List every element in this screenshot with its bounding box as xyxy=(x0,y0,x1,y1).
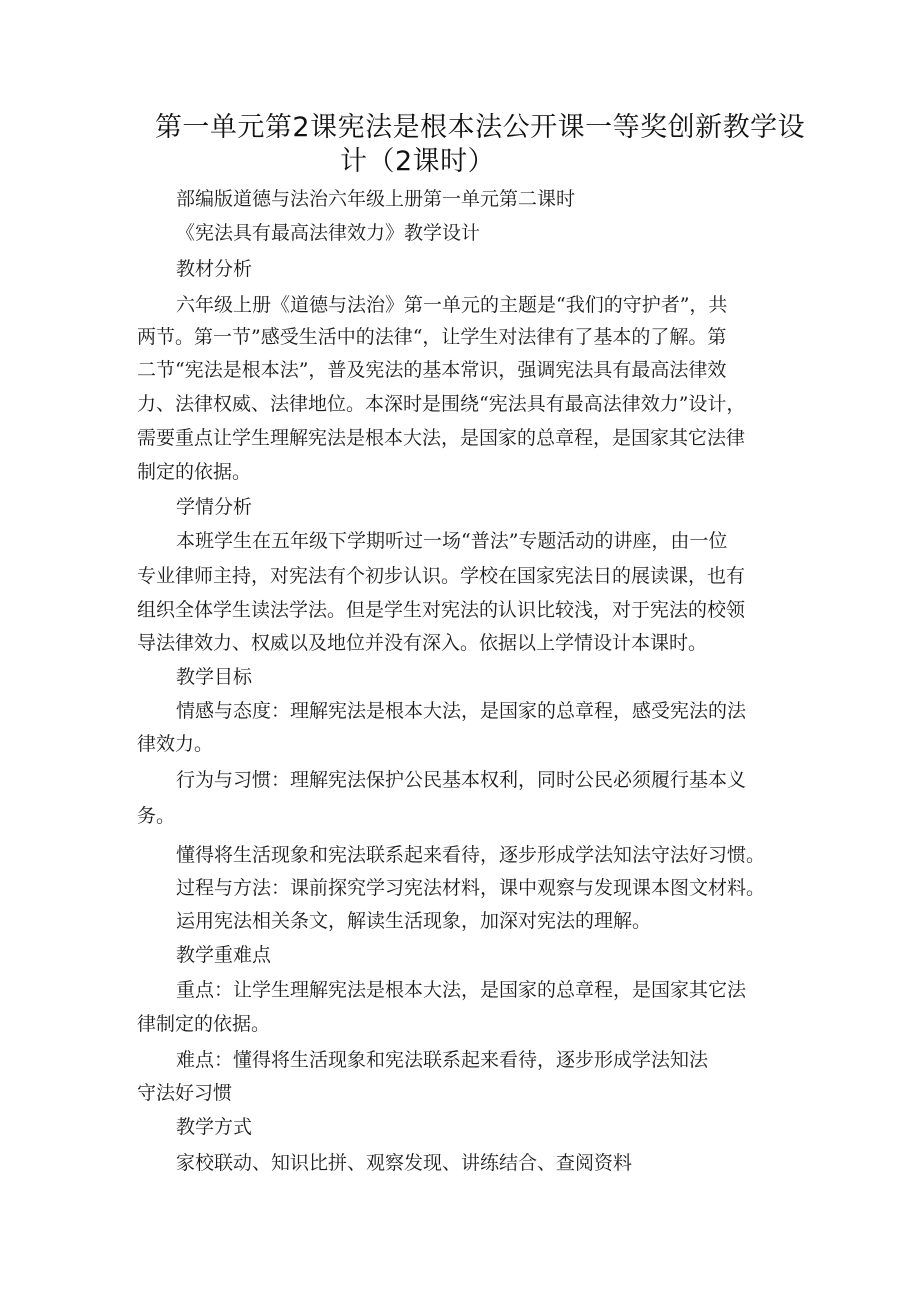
paragraph-line: 守法好习惯 xyxy=(137,1082,233,1104)
paragraph-line: 制定的依据。 xyxy=(137,461,252,483)
paragraph-line: 需要重点让学生理解宪法是根本大法，是国家的总章程，是国家其它法律 xyxy=(137,427,746,449)
paragraph-line: 务。 xyxy=(137,805,176,827)
paragraph-line: 行为与习惯：理解宪法保护公民基本权利，同时公民必须履行基本义 xyxy=(176,769,747,791)
paragraph-line: 重点：让学生理解宪法是根本大法，是国家的总章程，是国家其它法 xyxy=(176,979,747,1001)
paragraph-line: 专业律师主持，对宪法有个初步认识。学校在国家宪法日的展读课，也有 xyxy=(137,565,746,587)
paragraph-line: 律效力。 xyxy=(137,733,214,755)
subtitle: 部编版道德与法治六年级上册第一单元第二课时 xyxy=(176,188,576,210)
section-heading-goals: 教学目标 xyxy=(176,666,253,688)
paragraph-line: 过程与方法：课前探究学习宪法材料，课中观察与发现课本图文材料。 xyxy=(176,877,766,899)
section-heading-methods: 教学方式 xyxy=(176,1116,253,1138)
paragraph-line: 组织全体学生读法学法。但是学生对宪法的认识比较浅，对于宪法的校领 xyxy=(137,599,746,621)
document-title-line-2: 计（2课时） xyxy=(340,146,496,177)
paragraph-line: 力、法律权威、法律地位。本深时是围绕“宪法具有最高法律效力”设计， xyxy=(137,393,746,415)
paragraph-line: 运用宪法相关条文，解读生活现象，加深对宪法的理解。 xyxy=(176,910,652,932)
paragraph-line: 律制定的依据。 xyxy=(137,1013,271,1035)
paragraph-line: 六年级上册《道德与法治》第一单元的主题是“我们的守护者”，共 xyxy=(176,294,728,316)
paragraph-line: 本班学生在五年级下学期听过一场“普法”专题活动的讲座，由一位 xyxy=(176,530,728,552)
paragraph-line: 两节。第一节”感受生活中的法律“，让学生对法律有了基本的了解。第 xyxy=(137,326,727,348)
section-heading-textbook: 教材分析 xyxy=(176,258,253,280)
paragraph-line: 家校联动、知识比拼、观察发现、讲练结合、查阅资料 xyxy=(176,1152,633,1174)
design-title: 《宪法具有最高法律效力》教学设计 xyxy=(176,222,481,244)
section-heading-key-points: 教学重难点 xyxy=(176,944,272,966)
paragraph-line: 二节“宪法是根本法”，普及宪法的基本常识，强调宪法具有最高法律效 xyxy=(137,359,727,381)
paragraph-line: 懂得将生活现象和宪法联系起来看待，逐步形成学法知法守法好习惯。 xyxy=(176,844,766,866)
document-title-line-1: 第一单元第2课宪法是根本法公开课一等奖创新教学设 xyxy=(154,112,806,143)
section-heading-students: 学情分析 xyxy=(176,496,253,518)
paragraph-line: 难点：懂得将生活现象和宪法联系起来看待，逐步形成学法知法 xyxy=(176,1049,709,1071)
paragraph-line: 导法律效力、权威以及地位并没有深入。依据以上学情设计本课时。 xyxy=(137,632,708,654)
paragraph-line: 情感与态度：理解宪法是根本大法，是国家的总章程，感受宪法的法 xyxy=(176,700,747,722)
